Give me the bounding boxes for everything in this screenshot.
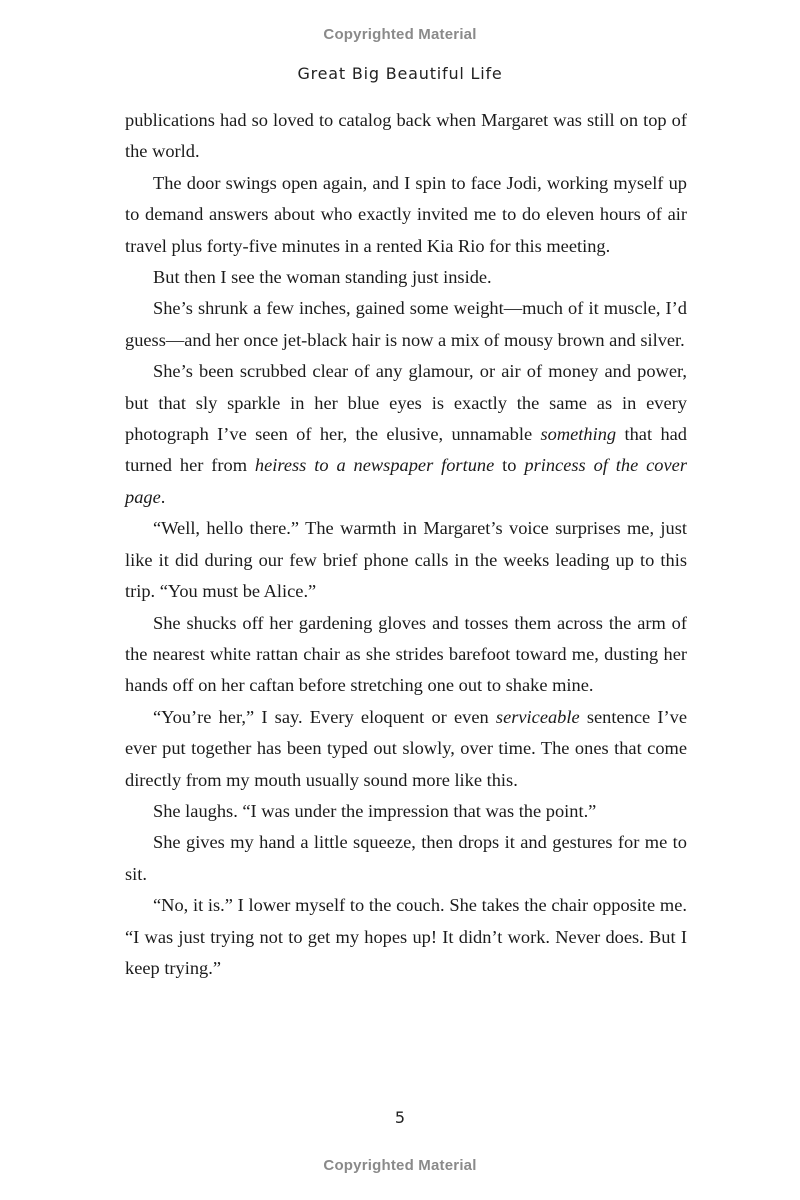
paragraph (125, 356, 687, 513)
body-text (125, 105, 687, 984)
paragraph (125, 293, 687, 356)
paragraph (125, 608, 687, 702)
paragraph (125, 702, 687, 796)
paragraph (125, 168, 687, 262)
text-run: . (160, 486, 166, 507)
page-number: 5 (394, 1108, 406, 1127)
paragraph (125, 262, 687, 293)
text-run: She’s been scrubbed clear of any glamour, or air of money and power, but that sly sparkle in her blue eyes is exactly the same as in every photograph I’ve seen of her, the elusive, unnamable (125, 361, 687, 445)
text-run: “No, it is.” I lower myself to the couch. She takes the chair opposite me. “I was just trying not to get my hopes up! It didn’t work. Never does. But I keep trying.” (125, 895, 687, 978)
text-run: “Well, hello there.” The warmth in Margaret’s voice surprises me, just like it did during our few brief phone calls in the weeks leading up to this trip. “You must be Alice.” (125, 518, 687, 602)
paragraph (125, 796, 687, 827)
italic-text-run: princess of the cover page (125, 455, 687, 507)
italic-text-run: something (540, 424, 617, 445)
paragraph (125, 827, 687, 890)
text-run: She’s shrunk a few inches, gained some weight—much of it muscle, I’d guess—and her once jet-black hair is now a mix of mousy brown and silver. (125, 298, 687, 350)
copyright-watermark-top: Copyrighted Material (323, 26, 477, 43)
text-run: “You’re her,” I say. Every eloquent or even (153, 706, 496, 727)
running-head-title: Great Big Beautiful Life (297, 64, 503, 83)
paragraph (125, 513, 687, 607)
paragraph (125, 890, 687, 984)
italic-text-run: heiress to a newspaper fortune (254, 455, 495, 476)
text-run: She shucks off her gardening gloves and tosses them across the arm of the nearest white rattan chair as she strides barefoot toward me, dusting her hands off on her caftan before stretching one out to shake mine. (125, 612, 687, 696)
text-run: But then I see the woman standing just inside. (153, 267, 492, 288)
text-run: publications had so loved to catalog back when Margaret was still on top of the world. (125, 110, 687, 162)
copyright-watermark-bottom: Copyrighted Material (323, 1157, 477, 1174)
italic-text-run: serviceable (495, 706, 580, 727)
text-run: to (494, 455, 525, 476)
text-run: that had turned her from (125, 424, 687, 476)
paragraph (125, 105, 687, 168)
text-run: The door swings open again, and I spin to face Jodi, working myself up to demand answers about who exactly invited me to do eleven hours of air travel plus forty-five minutes in a rented Kia Rio for this meeting. (125, 172, 687, 256)
text-run: She gives my hand a little squeeze, then drops it and gestures for me to sit. (125, 832, 687, 884)
text-run: She laughs. “I was under the impression that was the point.” (153, 800, 597, 821)
text-run: sentence I’ve ever put together has been typed out slowly, over time. The ones that come directly from my mouth usually sound more like this. (125, 706, 687, 790)
